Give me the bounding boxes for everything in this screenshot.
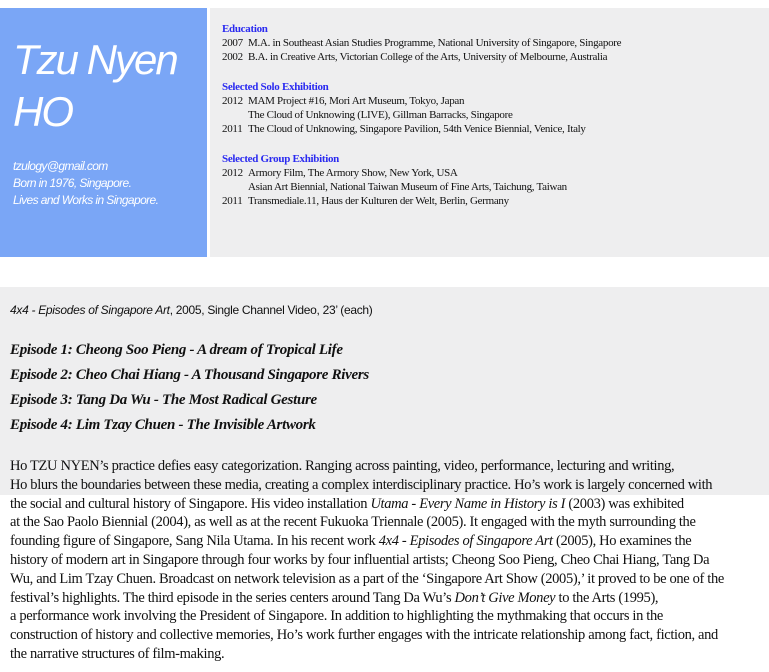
residence-info: Lives and Works in Singapore. [13,193,159,207]
cv-year: 2011 [222,195,243,207]
cv-text: The Cloud of Unknowing, Singapore Pavilion, 54th Venice Biennial, Venice, Italy [248,123,586,135]
cv-text: B.A. in Creative Arts, Victorian College of the Arts, University of Melbourne, Australia [248,51,608,63]
cv-section-education [222,22,769,64]
bio-line [10,495,765,514]
bio-text: the social and cultural history of Singapore. His video installation [10,495,371,512]
artist-last-name: HO [13,88,72,135]
bio-line: history of modern art in Singapore through four works by four influential artists; Cheong Soo Pieng, Cheo Chai Hiang, Tang Da [10,551,710,568]
cv-row [222,194,769,208]
episode-item: Episode 4: Lim Tzay Chuen - The Invisible Artwork [10,417,316,433]
cv-row [222,180,769,194]
bio-text: to the Arts (1995), [555,589,659,606]
work-title: 4x4 - Episodes of Singapore Art [10,303,170,317]
bio-line: a performance work involving the President of Singapore. In addition to highlighting the mythmaking that occurs in the [10,608,663,625]
profile-panel [0,8,207,257]
cv-row [222,50,769,64]
artist-biography [10,457,765,664]
cv-text: MAM Project #16, Mori Art Museum, Tokyo, Japan [248,95,465,107]
episode-list [10,338,369,438]
episode-item: Episode 3: Tang Da Wu - The Most Radical Gesture [10,392,317,408]
cv-year: 2012 [222,167,243,179]
cv-year: 2012 [222,95,243,107]
bio-line: at the Sao Paolo Biennial (2004), as well as at the recent Fukuoka Triennale (2005). It engaged with the myth surrounding the [10,514,696,531]
bio-line: construction of history and collective memories, Ho’s work further engages with the intricate relationship among fact, fiction, and [10,627,718,644]
cv-section-group [222,152,769,208]
bio-text: festival’s highlights. The third episode in the series centers around Tang Da Wu’s [10,589,455,606]
cv-text: Transmediale.11, Haus der Kulturen der Welt, Berlin, Germany [248,195,509,207]
bio-italic-title: Don’t Give Money [454,589,556,606]
cv-text: Armory Film, The Armory Show, New York, USA [248,167,458,179]
work-details: , 2005, Single Channel Video, 23’ (each) [169,303,373,317]
section-heading: Selected Group Exhibition [222,153,339,165]
cv-text: M.A. in Southeast Asian Studies Programme, National University of Singapore, Singapore [248,37,622,49]
bio-text: (2005), Ho examines the [552,533,692,550]
section-heading: Education [222,23,268,35]
bio-line: Wu, and Lim Tzay Chuen. Broadcast on network television as a part of the ‘Singapore Art Show (2005),’ it proved to be one of the [10,570,724,587]
email-text: tzulogy@gmail.com [13,159,108,173]
cv-text: Asian Art Biennial, National Taiwan Museum of Fine Arts, Taichung, Taiwan [248,181,567,193]
cv-text: The Cloud of Unknowing (LIVE), Gillman Barracks, Singapore [248,109,513,121]
cv-row [222,94,769,108]
artist-name [13,34,207,138]
episode-item: Episode 1: Cheong Soo Pieng - A dream of Tropical Life [10,342,343,358]
cv-panel [210,8,769,257]
bio-line: the narrative structures of film-making. [10,645,225,662]
contact-info [13,158,207,209]
bio-text: founding figure of Singapore, Sang Nila Utama. In his recent work [10,533,379,550]
cv-row [222,108,769,122]
bio-line: Ho blurs the boundaries between these media, creating a complex interdisciplinary practice. Ho’s work is largely concerned with [10,476,713,493]
work-caption [10,303,373,317]
bio-italic-title: Utama - Every Name in History is I [370,495,566,512]
cv-row [222,166,769,180]
section-heading: Selected Solo Exhibition [222,81,329,93]
cv-row [222,122,769,136]
cv-year: 2007 [222,37,243,49]
bio-line [10,589,765,608]
birth-info: Born in 1976, Singapore. [13,176,132,190]
artist-first-name: Tzu Nyen [13,36,177,83]
cv-year: 2002 [222,51,243,63]
bio-text: (2003) was exhibited [565,495,684,512]
bio-line: Ho TZU NYEN’s practice defies easy categorization. Ranging across painting, video, performance, lecturing and writing, [10,458,675,474]
bio-italic-title: 4x4 - Episodes of Singapore Art [378,533,553,550]
cv-section-solo [222,80,769,136]
bio-line [10,532,765,551]
cv-row [222,36,769,50]
cv-year: 2011 [222,123,243,135]
episode-item: Episode 2: Cheo Chai Hiang - A Thousand Singapore Rivers [10,367,369,383]
